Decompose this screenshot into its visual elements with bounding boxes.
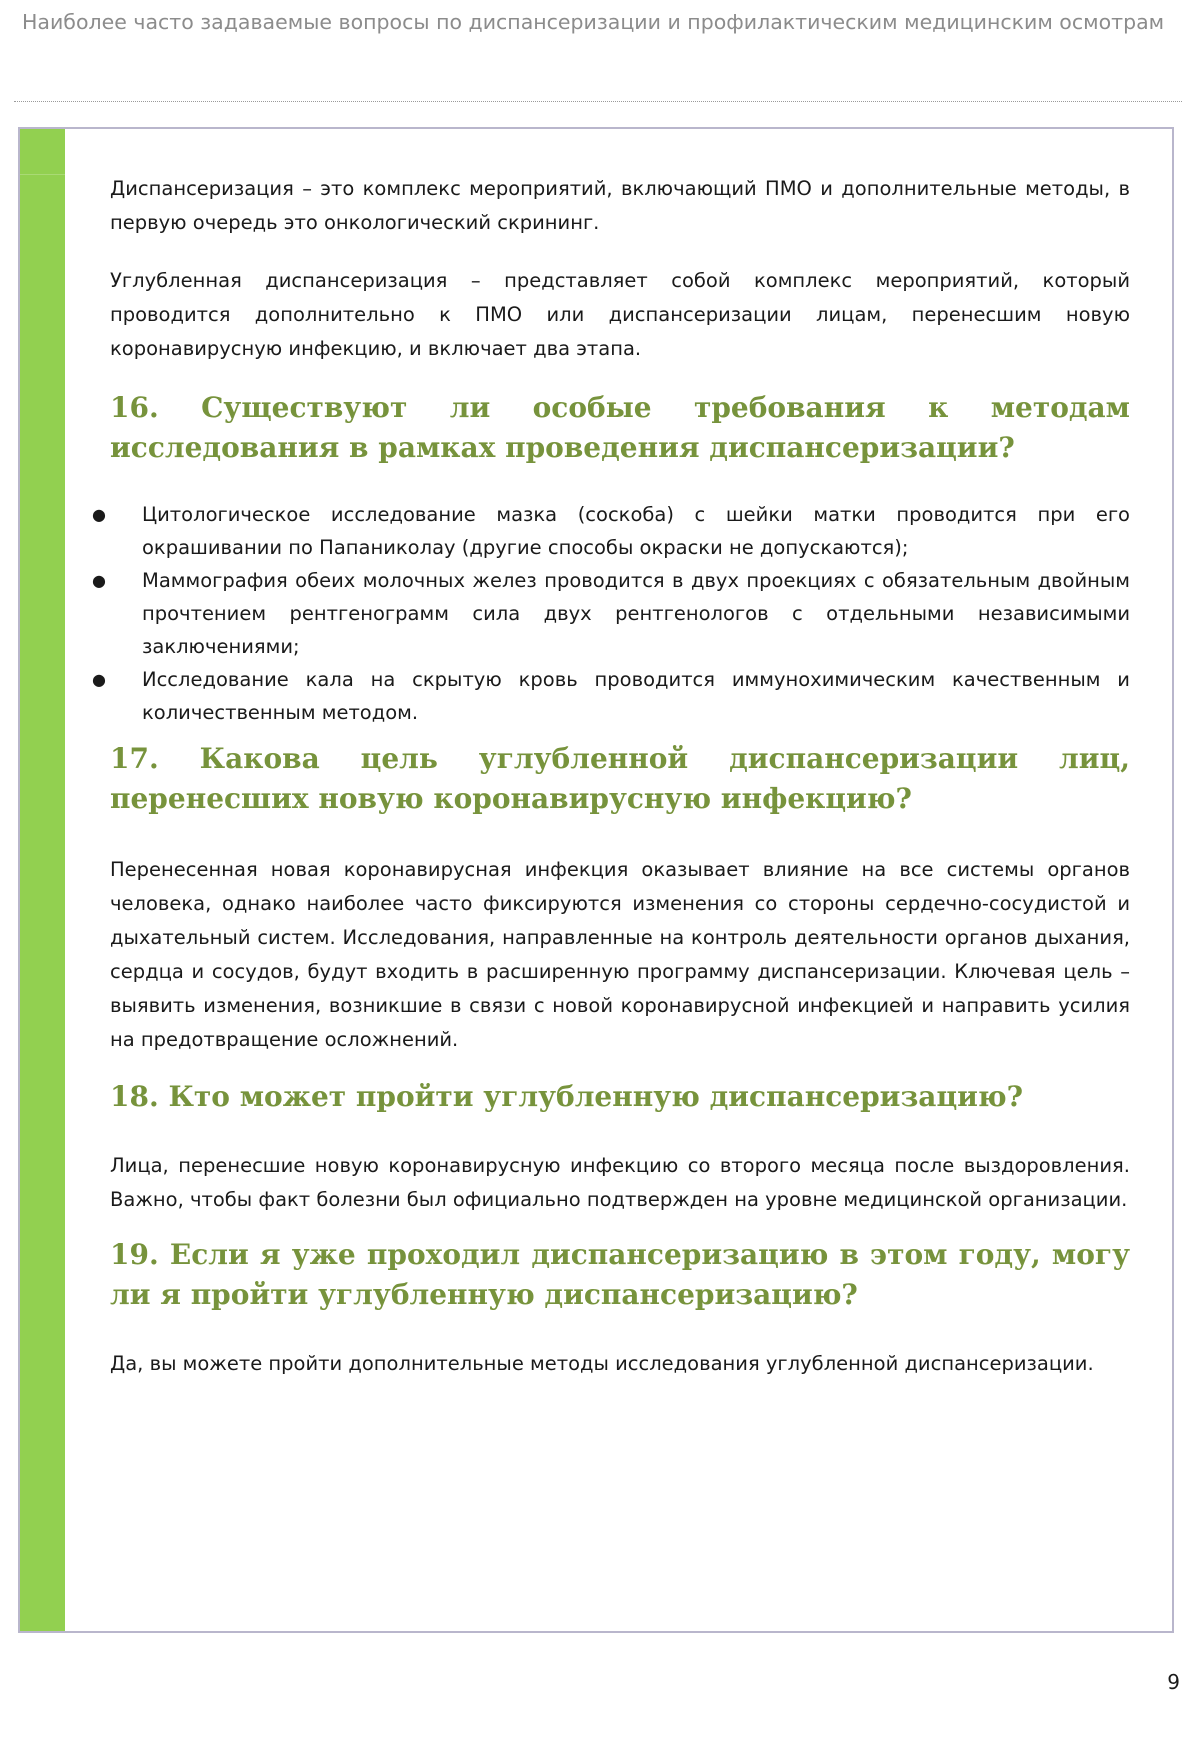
accent-sidebar-bar — [20, 129, 65, 1631]
list-item-text: Исследование кала на скрытую кровь проводится иммунохимическим качественным и количественным методом. — [142, 668, 1130, 724]
header-divider — [14, 101, 1182, 102]
question-18-answer: Лица, перенесшие новую коронавирусную инфекцию со второго месяца после выздоровления. Важно, чтобы факт болезни был официально подтвержден на уровне медицинской организации. — [110, 1154, 1130, 1211]
question-16-bullet-list — [92, 498, 1130, 729]
list-item — [92, 564, 1130, 663]
question-19-answer: Да, вы можете пройти дополнительные методы исследования углубленной диспансеризации. — [110, 1352, 1094, 1375]
bullet-icon: ● — [92, 505, 106, 524]
main-content — [92, 172, 1130, 1381]
question-18-heading: 18. Кто может пройти углубленную диспансеризацию? — [110, 1080, 1024, 1113]
question-17-answer: Перенесенная новая коронавирусная инфекция оказывает влияние на все системы органов человека, однако наиболее часто фиксируются изменения со стороны сердечно-сосудистой и дыхательный систем. Исследования, направленные на контроль деятельности органов дыхания, сердца и сосудов, будут входить в расширенную программу диспансеризации. Ключевая цель – выявить изменения, возникшие в связи с новой коронавирусной инфекцией и направить усилия на предотвращение осложнений. — [110, 858, 1130, 1051]
bullet-icon: ● — [92, 571, 106, 590]
list-item-text: Маммография обеих молочных желез проводится в двух проекциях с обязательным двойным прочтением рентгенограмм сила двух рентгенологов с отдельными независимыми заключениями; — [142, 569, 1130, 658]
running-header: Наиболее часто задаваемые вопросы по диспансеризации и профилактическим медицинским осмотрам — [22, 10, 1165, 34]
question-19-heading: 19. Если я уже проходил диспансеризацию в этом году, могу ли я пройти углубленную диспансеризацию? — [110, 1238, 1130, 1311]
intro-paragraph-1: Диспансеризация – это комплекс мероприятий, включающий ПМО и дополнительные методы, в первую очередь это онкологический скрининг. — [110, 177, 1130, 234]
page-number: 9 — [1167, 1670, 1180, 1694]
accent-bar-divider — [20, 174, 65, 175]
bullet-icon: ● — [92, 670, 106, 689]
question-16-heading: 16. Существуют ли особые требования к методам исследования в рамках проведения диспансеризации? — [110, 391, 1130, 464]
list-item — [92, 663, 1130, 729]
intro-paragraph-2: Углубленная диспансеризация – представляет собой комплекс мероприятий, который проводится дополнительно к ПМО или диспансеризации лицам, перенесшим новую коронавирусную инфекцию, и включает два этапа. — [110, 269, 1130, 360]
list-item-text: Цитологическое исследование мазка (соскоба) с шейки матки проводится при его окрашивании по Папаниколау (другие способы окраски не допускаются); — [142, 503, 1130, 559]
question-17-heading: 17. Какова цель углубленной диспансеризации лиц, перенесших новую коронавирусную инфекцию? — [110, 742, 1130, 815]
list-item — [92, 498, 1130, 564]
